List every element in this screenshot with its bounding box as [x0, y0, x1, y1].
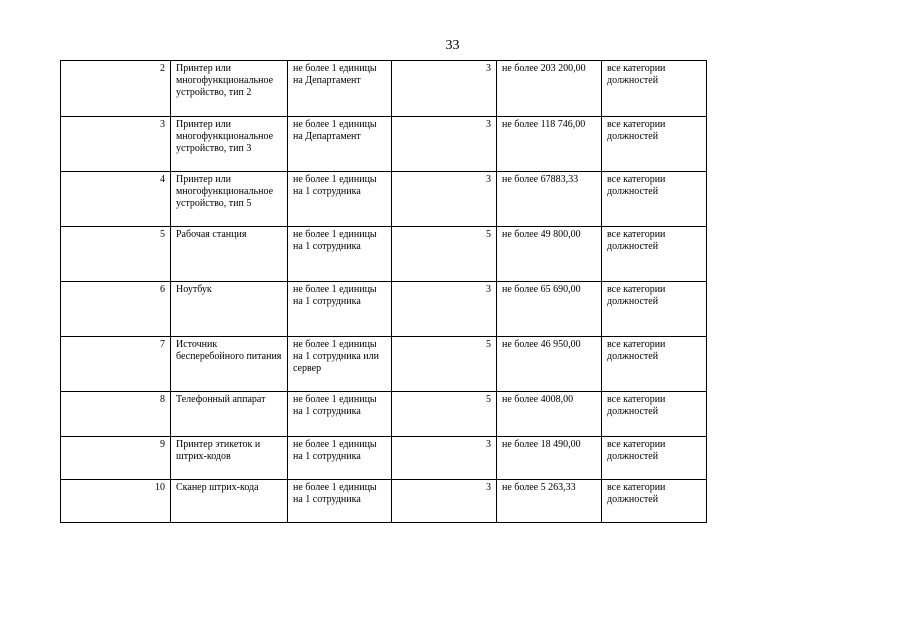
price-limit: не более 5 263,33	[497, 480, 602, 523]
row-number: 7	[61, 337, 171, 392]
quantity-norm: не более 1 единицы на 1 сотрудника	[288, 480, 392, 523]
table-row	[61, 437, 707, 480]
equipment-name: Принтер или многофункциональное устройство, тип 5	[171, 172, 288, 227]
table-row	[61, 282, 707, 337]
price-limit: не более 203 200,00	[497, 61, 602, 117]
price-limit: не более 118 746,00	[497, 117, 602, 172]
equipment-norms-table	[60, 60, 707, 523]
row-number: 10	[61, 480, 171, 523]
equipment-name: Рабочая станция	[171, 227, 288, 282]
equipment-name: Источник бесперебойного питания	[171, 337, 288, 392]
row-number: 6	[61, 282, 171, 337]
service-life: 3	[392, 437, 497, 480]
position-category: все категории должностей	[602, 227, 707, 282]
position-category: все категории должностей	[602, 282, 707, 337]
row-number: 5	[61, 227, 171, 282]
price-limit: не более 49 800,00	[497, 227, 602, 282]
price-limit: не более 67883,33	[497, 172, 602, 227]
quantity-norm: не более 1 единицы на 1 сотрудника	[288, 227, 392, 282]
service-life: 3	[392, 480, 497, 523]
equipment-name: Принтер или многофункциональное устройство, тип 3	[171, 117, 288, 172]
quantity-norm: не более 1 единицы на Департамент	[288, 117, 392, 172]
equipment-name: Принтер этикеток и штрих-кодов	[171, 437, 288, 480]
equipment-name: Ноутбук	[171, 282, 288, 337]
table-row	[61, 337, 707, 392]
row-number: 4	[61, 172, 171, 227]
table-row	[61, 61, 707, 117]
table-row	[61, 480, 707, 523]
service-life: 5	[392, 227, 497, 282]
service-life: 5	[392, 337, 497, 392]
quantity-norm: не более 1 единицы на 1 сотрудника или сервер	[288, 337, 392, 392]
position-category: все категории должностей	[602, 172, 707, 227]
position-category: все категории должностей	[602, 480, 707, 523]
table-row	[61, 117, 707, 172]
quantity-norm: не более 1 единицы на Департамент	[288, 61, 392, 117]
row-number: 3	[61, 117, 171, 172]
table-row	[61, 172, 707, 227]
page-number: 33	[445, 38, 460, 53]
row-number: 9	[61, 437, 171, 480]
service-life: 5	[392, 392, 497, 437]
row-number: 8	[61, 392, 171, 437]
quantity-norm: не более 1 единицы на 1 сотрудника	[288, 172, 392, 227]
quantity-norm: не более 1 единицы на 1 сотрудника	[288, 282, 392, 337]
quantity-norm: не более 1 единицы на 1 сотрудника	[288, 437, 392, 480]
quantity-norm: не более 1 единицы на 1 сотрудника	[288, 392, 392, 437]
service-life: 3	[392, 172, 497, 227]
table-row	[61, 392, 707, 437]
price-limit: не более 46 950,00	[497, 337, 602, 392]
position-category: все категории должностей	[602, 392, 707, 437]
row-number: 2	[61, 61, 171, 117]
service-life: 3	[392, 282, 497, 337]
position-category: все категории должностей	[602, 61, 707, 117]
table-row	[61, 227, 707, 282]
equipment-name: Сканер штрих-кода	[171, 480, 288, 523]
position-category: все категории должностей	[602, 337, 707, 392]
equipment-name: Принтер или многофункциональное устройство, тип 2	[171, 61, 288, 117]
price-limit: не более 18 490,00	[497, 437, 602, 480]
equipment-name: Телефонный аппарат	[171, 392, 288, 437]
service-life: 3	[392, 117, 497, 172]
position-category: все категории должностей	[602, 117, 707, 172]
price-limit: не более 65 690,00	[497, 282, 602, 337]
price-limit: не более 4008,00	[497, 392, 602, 437]
position-category: все категории должностей	[602, 437, 707, 480]
service-life: 3	[392, 61, 497, 117]
